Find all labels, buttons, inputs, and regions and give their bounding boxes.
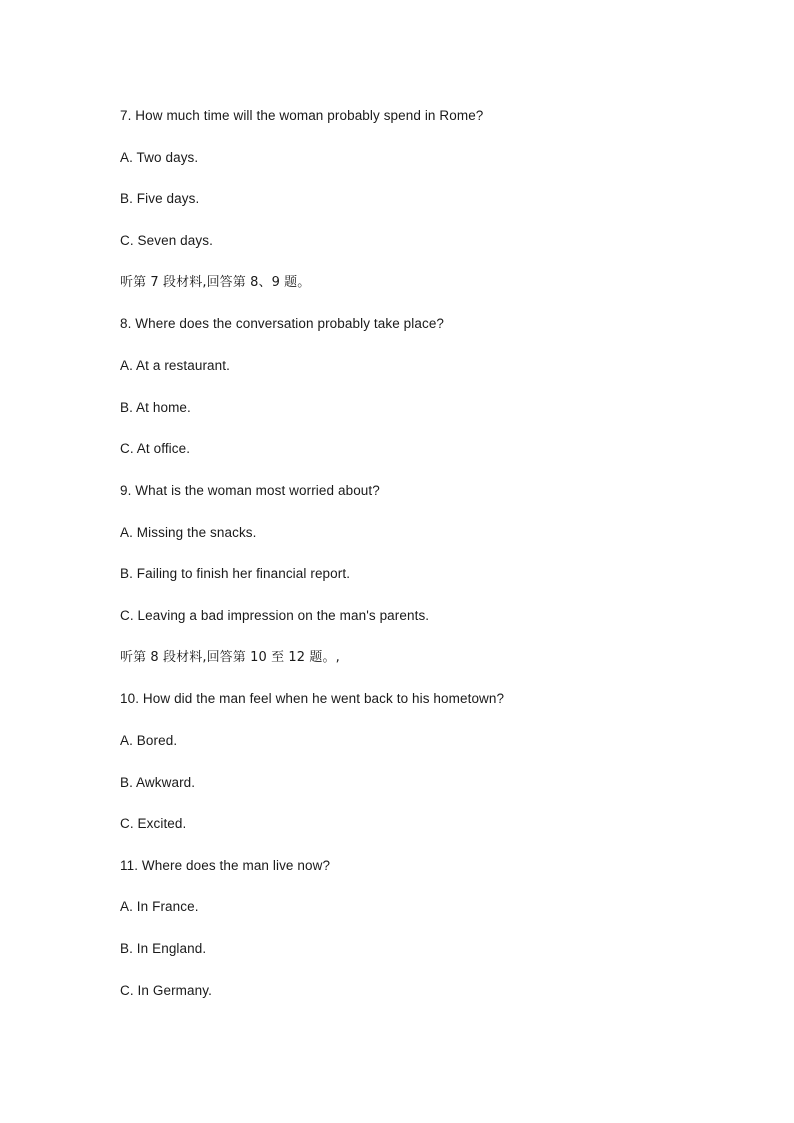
option-8a: A. At a restaurant. [120,357,230,373]
question-7: 7. How much time will the woman probably spend in Rome? [120,108,484,123]
option-11b: B. In England. [120,941,207,957]
question-8: 8. Where does the conversation probably take place? [120,316,445,332]
option-7b: B. Five days. [120,191,200,207]
option-8c: C. At office. [120,441,191,457]
question-list [120,106,740,1022]
option-7c: C. Seven days. [120,232,213,248]
option-9a: A. Missing the snacks. [120,524,257,540]
question-10: 10. How did the man feel when he went back to his hometown? [120,691,505,707]
option-10b: B. Awkward. [120,774,196,790]
question-9: 9. What is the woman most worried about? [120,482,380,498]
option-9b: B. Failing to finish her financial report. [120,566,351,582]
section-instruction-8: 听第 8 段材料,回答第 10 至 12 题。, [120,649,340,665]
option-10a: A. Bored. [120,732,178,748]
option-11a: A. In France. [120,899,199,915]
option-9c: C. Leaving a bad impression on the man's parents. [120,607,430,623]
option-11c: C. In Germany. [120,982,212,998]
section-instruction-7: 听第 7 段材料,回答第 8、9 题。 [120,274,311,290]
option-8b: B. At home. [120,399,191,415]
option-7a: A. Two days. [120,149,199,165]
question-11: 11. Where does the man live now? [120,857,331,873]
option-10c: C. Excited. [120,816,187,832]
